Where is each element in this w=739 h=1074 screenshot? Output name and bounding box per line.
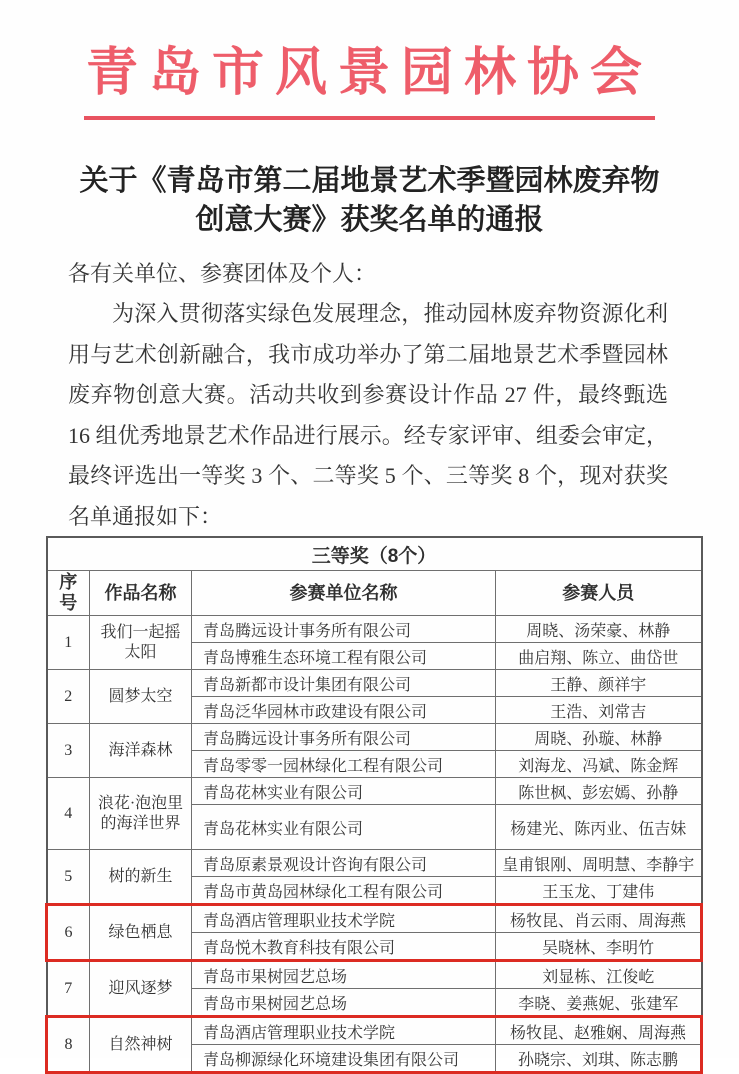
unit-name: 青岛花林实业有限公司 (192, 778, 496, 805)
work-title: 迎风逐梦 (90, 961, 192, 1017)
participants: 杨建光、陈丙业、伍吉妹 (496, 805, 702, 850)
body-line: 为深入贯彻落实绿色发展理念，推动园林废弃物资源化利 (112, 301, 668, 327)
participants: 杨牧昆、赵雅娴、周海燕 (496, 1017, 702, 1045)
document-title (0, 162, 739, 240)
body-line: 名单通报如下： (68, 503, 223, 529)
row-number: 4 (47, 778, 90, 850)
unit-name: 青岛市黄岛园林绿化工程有限公司 (192, 877, 496, 905)
column-header-no: 序号 (47, 571, 90, 616)
letterhead-red-rule (84, 116, 655, 120)
participants: 刘显栋、江俊屹 (496, 961, 702, 989)
unit-name: 青岛市果树园艺总场 (192, 989, 496, 1017)
unit-name: 青岛酒店管理职业技术学院 (192, 1017, 496, 1045)
table-row (47, 724, 702, 778)
body-line: 最终评选出一等奖 3 个、二等奖 5 个、三等奖 8 个，现对获奖 (68, 463, 668, 489)
document-title-line2: 创意大赛》获奖名单的通报 (195, 203, 544, 236)
unit-name: 青岛零零一园林绿化工程有限公司 (192, 751, 496, 778)
body-text (68, 254, 668, 538)
row-number: 2 (47, 670, 90, 724)
unit-name: 青岛花林实业有限公司 (192, 805, 496, 850)
row-number: 5 (47, 850, 90, 905)
participants: 皇甫银刚、周明慧、李静宇 (496, 850, 702, 877)
unit-name: 青岛博雅生态环境工程有限公司 (192, 643, 496, 670)
table-row-highlighted (47, 1017, 702, 1073)
table-row (47, 670, 702, 724)
row-number: 8 (47, 1017, 90, 1073)
work-title: 我们一起摇太阳 (90, 616, 192, 670)
unit-name: 青岛新都市设计集团有限公司 (192, 670, 496, 697)
row-number: 3 (47, 724, 90, 778)
participants: 曲启翔、陈立、曲岱世 (496, 643, 702, 670)
table-row (47, 961, 702, 1017)
letterhead-org-name: 青岛市风景园林协会 (85, 45, 653, 102)
column-header-title: 作品名称 (90, 571, 192, 616)
unit-name: 青岛悦木教育科技有限公司 (192, 933, 496, 961)
participants: 王玉龙、丁建伟 (496, 877, 702, 905)
work-title: 自然神树 (90, 1017, 192, 1073)
participants: 吴晓林、李明竹 (496, 933, 702, 961)
unit-name: 青岛市果树园艺总场 (192, 961, 496, 989)
participants: 周晓、孙璇、林静 (496, 724, 702, 751)
body-line: 废弃物创意大赛。活动共收到参赛设计作品 27 件，最终甄选 (68, 382, 668, 408)
table-row (47, 850, 702, 905)
table-section-title: 三等奖（8个） (47, 537, 702, 571)
table-row-highlighted (47, 905, 702, 961)
body-line: 用与艺术创新融合，我市成功举办了第二届地景艺术季暨园林 (68, 341, 668, 367)
participants: 杨牧昆、肖云雨、周海燕 (496, 905, 702, 933)
unit-name: 青岛腾远设计事务所有限公司 (192, 616, 496, 643)
awards-table (45, 536, 703, 1074)
participants: 王浩、刘常吉 (496, 697, 702, 724)
unit-name: 青岛柳源绿化环境建设集团有限公司 (192, 1045, 496, 1073)
table-row (47, 616, 702, 670)
work-title: 绿色栖息 (90, 905, 192, 961)
column-header-unit: 参赛单位名称 (192, 571, 496, 616)
unit-name: 青岛原素景观设计咨询有限公司 (192, 850, 496, 877)
work-title: 浪花·泡泡里的海洋世界 (90, 778, 192, 850)
row-number: 1 (47, 616, 90, 670)
column-header-people: 参赛人员 (496, 571, 702, 616)
unit-name: 青岛泛华园林市政建设有限公司 (192, 697, 496, 724)
table-header-row (47, 571, 702, 616)
participants: 刘海龙、冯斌、陈金辉 (496, 751, 702, 778)
participants: 王静、颜祥宇 (496, 670, 702, 697)
row-number: 6 (47, 905, 90, 961)
document-title-line1: 关于《青岛市第二届地景艺术季暨园林废弃物 (79, 164, 660, 197)
work-title: 树的新生 (90, 850, 192, 905)
table-row (47, 778, 702, 850)
body-line: 16 组优秀地景艺术作品进行展示。经专家评审、组委会审定， (68, 422, 668, 448)
table-section-row (47, 537, 702, 571)
participants: 陈世枫、彭宏嫣、孙静 (496, 778, 702, 805)
salutation: 各有关单位、参赛团体及个人： (68, 260, 377, 286)
participants: 李晓、姜燕妮、张建军 (496, 989, 702, 1017)
work-title: 圆梦太空 (90, 670, 192, 724)
participants: 孙晓宗、刘琪、陈志鹏 (496, 1045, 702, 1073)
unit-name: 青岛酒店管理职业技术学院 (192, 905, 496, 933)
participants: 周晓、汤荣豪、林静 (496, 616, 702, 643)
row-number: 7 (47, 961, 90, 1017)
unit-name: 青岛腾远设计事务所有限公司 (192, 724, 496, 751)
work-title: 海洋森林 (90, 724, 192, 778)
